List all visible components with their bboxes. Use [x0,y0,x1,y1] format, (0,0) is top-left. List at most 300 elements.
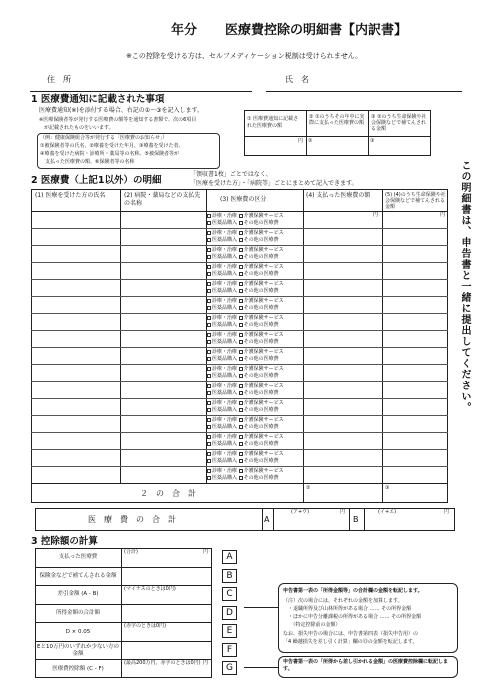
s2-checkbox[interactable] [239,231,243,235]
s2-checkbox[interactable] [207,231,211,235]
category-care: 介護保険サービス [243,298,284,304]
category-care: 介護保険サービス [243,383,284,389]
category-medicine: 医薬品購入 [212,407,238,413]
s2-patient-input[interactable] [33,383,119,396]
s2-checkbox[interactable] [207,214,211,218]
category-medical: 診療・治療 [212,298,238,304]
note-d-line-5: なお、損失申告の場合には、申告書第四表（損失申告用）の [283,631,419,637]
s2-row [31,330,448,347]
category-medicine: 医薬品購入 [212,373,238,379]
category-medical: 診療・治療 [212,451,238,457]
s2-checkbox[interactable] [239,255,243,259]
s2-row [31,211,448,228]
s2-checkbox[interactable] [207,391,211,395]
s3-row-label [36,606,120,622]
s2-checkbox[interactable] [207,418,211,422]
s3-row-label [36,550,120,566]
s2-category-group [207,417,303,431]
s2-payee-input[interactable] [122,315,205,328]
s3-label-text: 支払った医療費 [58,554,98,561]
s1-col1-header: ① 医療費通知に記載された医療費の額 [247,116,299,129]
s2-checkbox[interactable] [207,425,211,429]
category-other: その他の医療費 [243,220,279,226]
s2-checkbox[interactable] [239,316,243,320]
s2-checkbox[interactable] [239,323,243,327]
category-medicine: 医薬品購入 [212,305,238,311]
s2-checkbox[interactable] [207,265,211,269]
s2-reimbursed-input[interactable] [384,451,446,464]
category-other: その他の医療費 [243,407,279,413]
s2-paid-input[interactable] [305,264,381,277]
category-medicine: 医薬品購入 [212,271,238,277]
category-medicine: 医薬品購入 [212,288,238,294]
category-other: その他の医療費 [243,373,279,379]
s2-category-group [207,264,303,278]
s2-checkbox[interactable] [239,248,243,252]
s3-amount-input[interactable] [123,630,210,640]
page-title: 医療費控除の明細書【内訳書】 [225,23,408,38]
section1-note-1: ※医療保険者等が発行する医療費の額等を通知する書類で、次の6項目 [39,117,197,123]
section3-title: 3 控除額の計算 [31,536,98,547]
s2-checkbox[interactable] [207,452,211,456]
s2-patient-input[interactable] [33,281,119,294]
s2-category-group [207,468,303,482]
category-care: 介護保険サービス [243,366,284,372]
s2-checkbox[interactable] [207,357,211,361]
s3-row-label [36,587,120,603]
category-medicine: 医薬品購入 [212,254,238,260]
s2-category-group [207,366,303,380]
s2-patient-input[interactable] [33,230,119,243]
s2-reimbursed-input[interactable] [384,400,446,413]
s2-total-mark-2: ② [306,485,311,491]
s3-label-text: 所得金額の合計額 [55,609,100,616]
s2-payee-input[interactable] [122,383,205,396]
s1-circled-2: ② [308,138,313,144]
s3-letter-box: A [222,550,237,564]
s3-letter-box: F [222,643,237,657]
category-care: 介護保険サービス [243,281,284,287]
s2-payee-input[interactable] [122,400,205,413]
s2-reimbursed-input[interactable] [384,468,446,481]
s2-checkbox[interactable] [207,442,211,446]
category-other: その他の医療費 [243,390,279,396]
category-care: 介護保険サービス [243,264,284,270]
category-medical: 診療・治療 [212,417,238,423]
category-medicine: 医薬品購入 [212,390,238,396]
category-medicine: 医薬品購入 [212,475,238,481]
category-medical: 診療・治療 [212,468,238,474]
category-care: 介護保険サービス [243,315,284,321]
s3-sub-note: (最高200万円、赤字のときは0円) [124,660,201,667]
s2-patient-input[interactable] [33,366,119,379]
s2-checkbox[interactable] [207,238,211,242]
s2-reimbursed-input[interactable] [384,213,446,226]
s2-row [31,364,448,381]
s3-amount-input[interactable] [123,612,210,622]
s2-checkbox[interactable] [239,272,243,276]
s1-col1-yen: 円 [298,138,304,144]
s1-amount-input-1[interactable] [246,145,304,155]
s2-patient-input[interactable] [33,247,119,260]
category-medicine: 医薬品購入 [212,322,238,328]
s2-checkbox[interactable] [239,408,243,412]
s2-reimbursed-input[interactable] [384,247,446,260]
s2-checkbox[interactable] [207,333,211,337]
s2-header-reimbursed: (5) (4)のうち生命保険や社会保険などで補てんされる金額 [385,192,446,210]
section2-title: 2 医療費（上記1以外）の明細 [31,175,162,186]
s2-paid-input[interactable] [305,332,381,345]
s3-amount-input[interactable] [123,593,210,603]
s2-checkbox[interactable] [207,367,211,371]
s3-letter-box: E [222,624,237,638]
s2-checkbox[interactable] [239,357,243,361]
s2-checkbox[interactable] [239,367,243,371]
s2-total-label: ２ の 合 計 [140,489,196,498]
s2-row [31,228,448,245]
s2-reimbursed-input[interactable] [384,349,446,362]
category-medicine: 医薬品購入 [212,339,238,345]
s2-checkbox[interactable] [239,452,243,456]
s2-checkbox[interactable] [207,435,211,439]
s2-checkbox[interactable] [207,340,211,344]
note-d-line-6: 「4 繰越損失を差し引く計算」欄の⑬の金額を転記します。 [283,639,418,645]
s2-payee-input[interactable] [122,298,205,311]
s1-col2-header: ② ①のうちその年中に実際に支払った医療費の額 [309,114,365,126]
s2-payee-input[interactable] [122,451,205,464]
category-care: 介護保険サービス [243,213,284,219]
s2-patient-input[interactable] [33,298,119,311]
s2-checkbox[interactable] [239,289,243,293]
s2-row [31,381,448,398]
s2-checkbox[interactable] [207,248,211,252]
s2-row [31,245,448,262]
s3-label-text: Eと10万円のいずれか少ない方の金額 [37,643,119,657]
s2-paid-input[interactable] [305,213,381,226]
s3-sub-note: (赤字のときは0円) [124,623,167,630]
s2-category-group [207,349,303,363]
s2-payee-input[interactable] [122,213,205,226]
s3-row-label [36,569,120,585]
s2-header-category: (3) 医療費の区分 [220,196,267,203]
s2-category-group [207,298,303,312]
category-other: その他の医療費 [243,356,279,362]
s2-checkbox[interactable] [239,469,243,473]
s2-checkbox[interactable] [239,425,243,429]
address-label: 住 所 [47,75,71,84]
s2-checkbox[interactable] [239,476,243,480]
s2-patient-input[interactable] [33,468,119,481]
category-care: 介護保険サービス [243,332,284,338]
s2-category-group [207,213,303,227]
s3-letter-box: C [222,587,237,601]
s3-row-label [36,624,120,640]
s2-checkbox[interactable] [207,289,211,293]
note-d-line-4: （特定控除前の金額） [283,622,341,628]
grand-total-b-formula: (イ+エ) [378,509,397,515]
category-medical: 診療・治療 [212,349,238,355]
category-medical: 診療・治療 [212,213,238,219]
name-field[interactable] [266,86,462,92]
s2-patient-input[interactable] [33,417,119,430]
category-other: その他の医療費 [243,424,279,430]
s2-checkbox[interactable] [207,323,211,327]
s2-checkbox[interactable] [207,408,211,412]
s2-reimbursed-input[interactable] [384,298,446,311]
s2-checkbox[interactable] [207,255,211,259]
s3-label-text: 保険金などで補てんされる金額 [39,572,117,579]
category-other: その他の医療費 [243,458,279,464]
note-d-line-1: （注）次の場合には、それぞれの金額を加算します。 [283,598,403,604]
category-other: その他の医療費 [243,254,279,260]
s2-checkbox[interactable] [239,333,243,337]
category-medical: 診療・治療 [212,281,238,287]
category-medicine: 医薬品購入 [212,356,238,362]
s2-patient-input[interactable] [33,264,119,277]
s2-checkbox[interactable] [239,340,243,344]
s2-checkbox[interactable] [239,350,243,354]
s2-total-mark-3: ③ [385,485,390,491]
s2-paid-input[interactable] [305,400,381,413]
s3-yen: 円 [203,549,209,555]
s3-row-label [36,643,120,659]
s2-paid-input[interactable] [305,468,381,481]
s2-paid-input[interactable] [305,315,381,328]
category-medicine: 医薬品購入 [212,220,238,226]
s3-label-text: 医療費控除額 (C - F) [52,665,104,672]
s2-checkbox[interactable] [239,374,243,378]
s2-checkbox[interactable] [207,401,211,405]
s2-row [31,313,448,330]
category-medicine: 医薬品購入 [212,458,238,464]
s2-payee-input[interactable] [122,417,205,430]
side-submission-note: この明細書は、申告書と一緒に提出してください。 [459,160,470,413]
s2-patient-input[interactable] [33,315,119,328]
s3-label-text: 差引金額 (A - B) [57,591,99,598]
s2-checkbox[interactable] [239,459,243,463]
s2-checkbox[interactable] [239,214,243,218]
s2-patient-input[interactable] [33,434,119,447]
year-label: 年分 [171,23,198,38]
s2-checkbox[interactable] [239,401,243,405]
section1-note-6: 支払った医療費の額、⑥保険者等の名称 [40,159,135,165]
s2-category-group [207,315,303,329]
s2-row [31,279,448,296]
s2-total-paid-field[interactable] [305,494,380,502]
s2-reimbursed-input[interactable] [384,332,446,345]
s2-header-payee: (2) 病院・薬局などの支払先の名称 [124,192,201,207]
s2-checkbox[interactable] [239,299,243,303]
s2-payee-input[interactable] [122,366,205,379]
s2-checkbox[interactable] [239,435,243,439]
note-d-title: 申告書第一表の「所得金額等」の合計欄の金額を転記します。 [283,588,423,594]
s2-payee-input[interactable] [122,349,205,362]
s2-payee-input[interactable] [122,332,205,345]
s2-reimbursed-input[interactable] [384,434,446,447]
s2-checkbox[interactable] [207,272,211,276]
category-other: その他の医療費 [243,288,279,294]
s2-category-group [207,332,303,346]
s2-paid-input[interactable] [305,434,381,447]
category-other: その他の医療費 [243,475,279,481]
s3-yen: 円 [203,660,209,667]
category-care: 介護保険サービス [243,434,284,440]
s2-reimbursed-input[interactable] [384,366,446,379]
s1-amount-input-3[interactable] [370,145,428,155]
s2-paid-input[interactable] [305,349,381,362]
s2-reimbursed-input[interactable] [384,281,446,294]
category-care: 介護保険サービス [243,400,284,406]
s2-patient-input[interactable] [33,400,119,413]
category-other: その他の医療費 [243,237,279,243]
address-field[interactable] [30,86,252,92]
s3-sub-note: (マイナスのときは0円) [124,586,176,593]
s2-category-group [207,281,303,295]
category-other: その他の医療費 [243,441,279,447]
grand-total-label: 医 療 費 の 合 計 [88,515,176,524]
s3-row-label [36,661,120,677]
section1-note-4: ①被保険者等の氏名、②療養を受けた年月、③療養を受けた者、 [40,143,184,149]
section2-note-1: 「領収書1枚」ごとではなく、 [190,171,272,178]
s3-amount-input[interactable] [123,649,210,659]
s1-circled-3: ③ [370,138,375,144]
s2-paid-input[interactable] [305,417,381,430]
category-other: その他の医療費 [243,339,279,345]
s3-letter-box: B [222,569,237,583]
category-care: 介護保険サービス [243,247,284,253]
s2-patient-input[interactable] [33,213,119,226]
s2-reimbursed-input[interactable] [384,230,446,243]
s2-row [31,262,448,279]
s2-reimbursed-input[interactable] [384,383,446,396]
s2-paid-input[interactable] [305,247,381,260]
s2-payee-input[interactable] [122,281,205,294]
grand-total-a-formula: (ア+ウ) [291,509,310,515]
s2-header-patient: (1) 医療を受けた方の氏名 [35,192,106,199]
s2-yen-col4: 円 [373,212,379,218]
s2-patient-input[interactable] [33,332,119,345]
s2-payee-input[interactable] [122,468,205,481]
s2-checkbox[interactable] [207,282,211,286]
s2-row [31,432,448,449]
grand-total-b-field[interactable] [366,518,452,529]
s2-checkbox[interactable] [207,306,211,310]
s2-checkbox[interactable] [239,418,243,422]
category-other: その他の医療費 [243,271,279,277]
s2-row [31,398,448,415]
s2-category-group [207,434,303,448]
category-medical: 診療・治療 [212,400,238,406]
s2-reimbursed-input[interactable] [384,315,446,328]
section1-note-5: ④療養を受けた病院・診療所・薬局等の名称、⑤被保険者等が [40,151,179,157]
s2-paid-input[interactable] [305,383,381,396]
category-medicine: 医薬品購入 [212,424,238,430]
category-medical: 診療・治療 [212,230,238,236]
s2-row [31,466,448,483]
section1-title: 1 医療費通知に記載された事項 [31,94,165,105]
s3-amount-input[interactable] [123,575,210,585]
s2-reimbursed-input[interactable] [384,264,446,277]
s1-amount-input-2[interactable] [308,145,366,155]
category-care: 介護保険サービス [243,349,284,355]
s3-label-text: D × 0.05 [65,628,91,635]
s2-checkbox[interactable] [207,299,211,303]
s3-amount-input[interactable] [123,556,210,566]
s2-checkbox[interactable] [239,282,243,286]
s2-checkbox[interactable] [239,384,243,388]
section1-note-2: が記載されたものをいいます。 [39,125,114,131]
s2-payee-input[interactable] [122,247,205,260]
s2-checkbox[interactable] [207,476,211,480]
s2-row [31,296,448,313]
s2-category-group [207,383,303,397]
s2-checkbox[interactable] [239,221,243,225]
grand-total-a-mark: A [264,515,270,524]
s2-row [31,415,448,432]
grand-total-a-field[interactable] [275,518,347,529]
s2-checkbox[interactable] [239,391,243,395]
s2-header-paid: (4) 支払った医療費の額 [306,192,371,199]
s2-checkbox[interactable] [207,374,211,378]
selfmedication-notice: ※この控除を受ける方は、セルフメディケーション税制は受けられません。 [126,52,363,60]
note-g-arrow [244,667,278,668]
s2-checkbox[interactable] [207,469,211,473]
s2-payee-input[interactable] [122,434,205,447]
grand-total-a-yen: 円 [340,509,346,515]
s2-paid-input[interactable] [305,451,381,464]
category-medical: 診療・治療 [212,434,238,440]
section1-instruction: 医療費通知(※)を添付する場合、右記の①～③を記入します。 [39,107,203,114]
name-label: 氏 名 [285,75,309,84]
category-medical: 診療・治療 [212,247,238,253]
category-care: 介護保険サービス [243,230,284,236]
category-medical: 診療・治療 [212,366,238,372]
note-d-arrow [244,607,278,608]
s2-checkbox[interactable] [207,350,211,354]
s2-patient-input[interactable] [33,349,119,362]
s2-total-reimbursed-field[interactable] [384,494,446,502]
category-care: 介護保険サービス [243,451,284,457]
category-medicine: 医薬品購入 [212,237,238,243]
s2-checkbox[interactable] [239,306,243,310]
s2-category-group [207,230,303,244]
s2-paid-input[interactable] [305,230,381,243]
s2-checkbox[interactable] [207,316,211,320]
s2-payee-input[interactable] [122,264,205,277]
s2-checkbox[interactable] [207,221,211,225]
s2-paid-input[interactable] [305,298,381,311]
s2-checkbox[interactable] [207,384,211,388]
s2-payee-input[interactable] [122,230,205,243]
s2-paid-input[interactable] [305,366,381,379]
s3-amount-input[interactable] [123,667,210,677]
s2-reimbursed-input[interactable] [384,417,446,430]
s2-category-group [207,451,303,465]
s2-row [31,449,448,466]
category-medical: 診療・治療 [212,332,238,338]
s2-yen-col5: 円 [440,212,446,218]
s2-checkbox[interactable] [239,442,243,446]
category-other: その他の医療費 [243,305,279,311]
s3-letter-box: D [222,606,237,620]
s2-checkbox[interactable] [239,265,243,269]
category-care: 介護保険サービス [243,417,284,423]
s2-paid-input[interactable] [305,281,381,294]
s2-patient-input[interactable] [33,451,119,464]
s2-checkbox[interactable] [239,238,243,242]
category-medical: 診療・治療 [212,383,238,389]
s2-checkbox[interactable] [207,459,211,463]
